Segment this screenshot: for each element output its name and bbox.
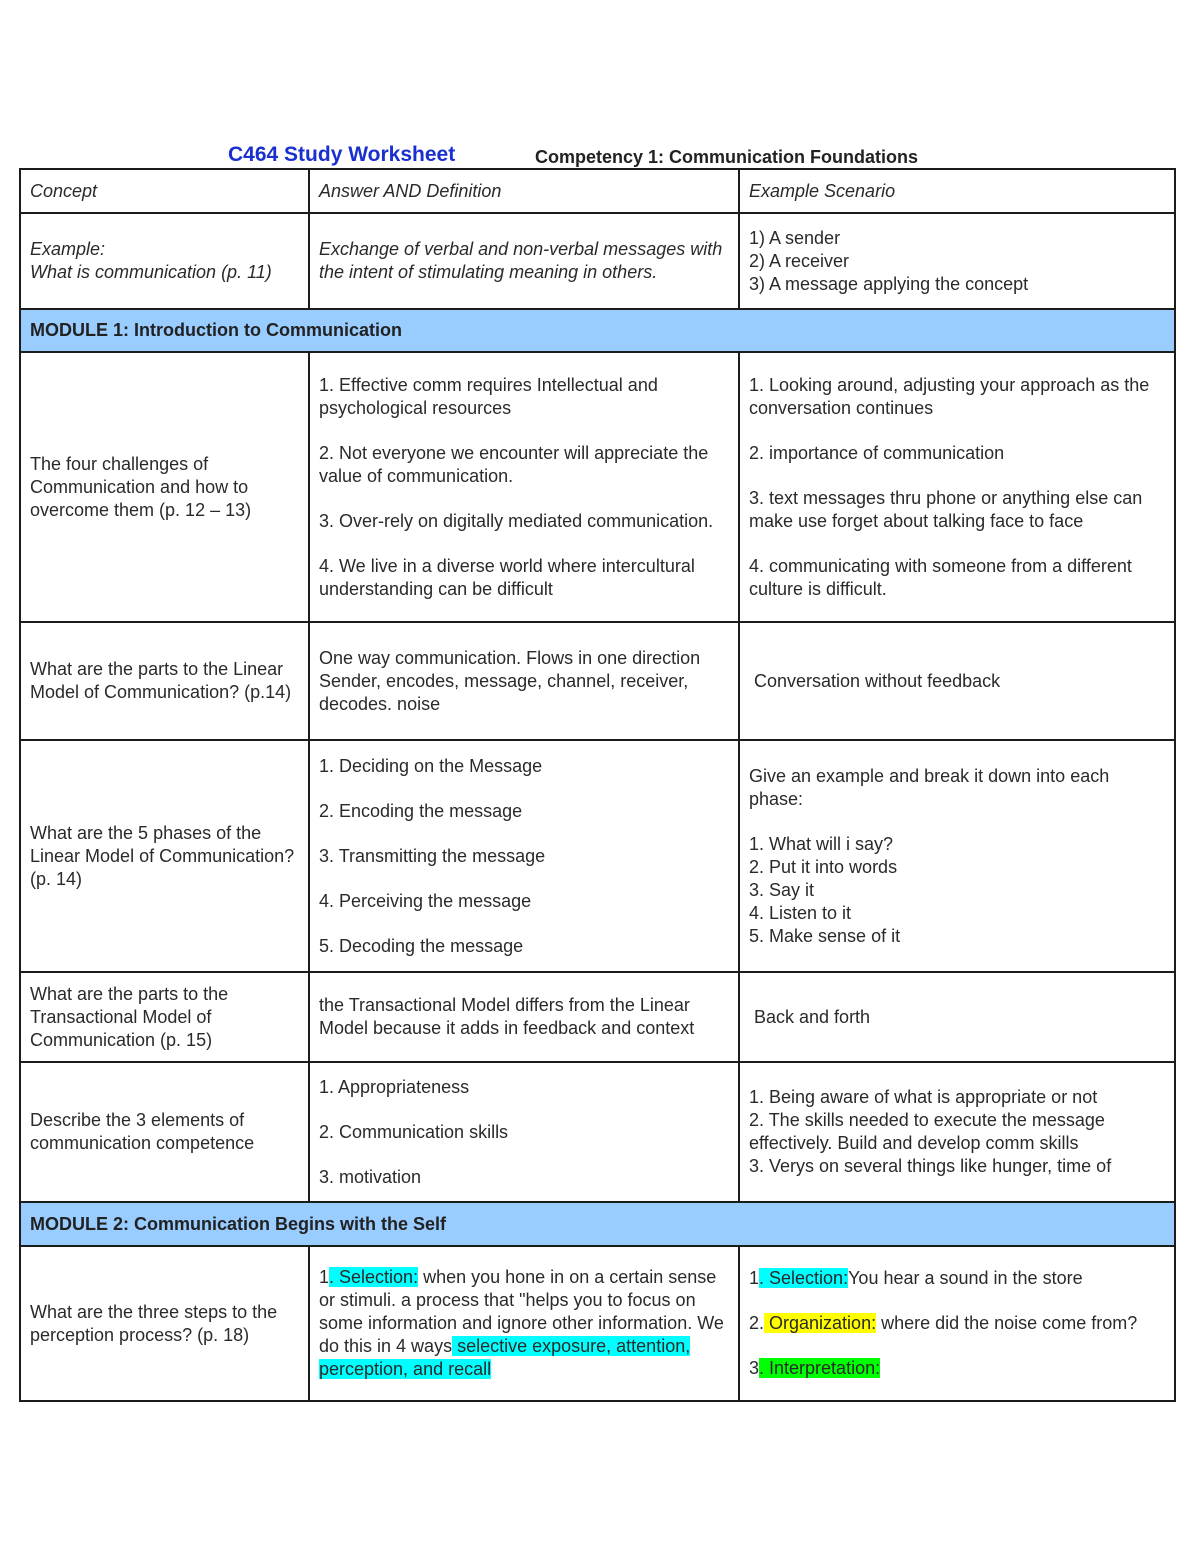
competence-answer-cell [309, 1062, 739, 1202]
step-num: 3 [749, 1358, 760, 1378]
challenges-row [20, 352, 1175, 622]
scenario-item: 3. Verys on several things like hunger, time of [749, 1156, 1112, 1176]
transactional-scenario: Back and forth [739, 972, 1175, 1062]
example-label: Example: [30, 239, 106, 259]
header-row [20, 169, 1175, 213]
header-concept: Concept [20, 169, 309, 213]
challenges-scenario-cell [739, 352, 1175, 622]
example-concept-cell [20, 213, 309, 309]
perception-answer-cell [309, 1246, 739, 1401]
competence-row [20, 1062, 1175, 1202]
answer-item: 3. motivation [319, 1166, 422, 1187]
competence-concept: Describe the 3 elements of communication competence [20, 1062, 309, 1202]
module-1-title: MODULE 1: Introduction to Communication [20, 309, 1175, 352]
step-text: where did the noise come from? [876, 1313, 1138, 1333]
scenario-item: 4. communicating with someone from a different culture is difficult. [749, 555, 1132, 599]
perception-concept: What are the three steps to the perception process? (p. 18) [20, 1246, 309, 1401]
answer-item: 3. Transmitting the message [319, 845, 546, 866]
organization-highlight: Organization: [764, 1313, 877, 1333]
answer-item: 2. Not everyone we encounter will appreciate the value of communication. [319, 442, 709, 486]
selection-highlight: . Selection: [329, 1267, 419, 1287]
perception-row [20, 1246, 1175, 1401]
document-header [0, 143, 1200, 169]
linear-phases-concept: What are the 5 phases of the Linear Model of Communication? (p. 14) [20, 740, 309, 972]
example-scenario-line: 1) A sender [749, 227, 841, 248]
transactional-answer: the Transactional Model differs from the Linear Model because it adds in feedback and context [309, 972, 739, 1062]
answer-item: 4. Perceiving the message [319, 890, 532, 911]
step-text: You hear a sound in the store [848, 1268, 1083, 1288]
linear-phases-row [20, 740, 1175, 972]
scenario-step-1 [749, 1267, 1165, 1290]
answer-item: 3. Over-rely on digitally mediated communication. [319, 510, 714, 531]
ways-highlight: selective exposure, attention, perception, and recall [319, 1336, 691, 1379]
interpretation-highlight: . Interpretation: [759, 1358, 881, 1378]
example-scenario-cell [739, 213, 1175, 309]
scenario-item: 1. Looking around, adjusting your approach as the conversation continues [749, 374, 1150, 418]
header-answer: Answer AND Definition [309, 169, 739, 213]
perception-scenario-cell [739, 1246, 1175, 1401]
competence-scenario-cell [739, 1062, 1175, 1202]
scenario-step-2 [749, 1312, 1165, 1335]
example-answer: Exchange of verbal and non-verbal messages with the intent of stimulating meaning in others. [309, 213, 739, 309]
linear-phases-answer-cell [309, 740, 739, 972]
example-scenario-line: 3) A message applying the concept [749, 273, 1029, 294]
answer-item: Sender, encodes, message, channel, receiver, decodes. noise [319, 670, 689, 714]
transactional-row [20, 972, 1175, 1062]
worksheet-title: C464 Study Worksheet [228, 143, 456, 166]
worksheet-table [19, 168, 1176, 1402]
linear-phases-scenario-cell [739, 740, 1175, 972]
answer-num: 1 [319, 1267, 330, 1287]
module-1-row [20, 309, 1175, 352]
answer-item: 1. Effective comm requires Intellectual and psychological resources [319, 374, 658, 418]
challenges-answer-cell [309, 352, 739, 622]
answer-item: 4. We live in a diverse world where intercultural understanding can be difficult [319, 555, 695, 599]
example-concept: What is communication (p. 11) [30, 262, 272, 282]
scenario-step-3 [749, 1357, 1165, 1380]
scenario-item: 2. Put it into words [749, 856, 898, 877]
answer-item: 2. Communication skills [319, 1121, 509, 1142]
answer-item: 1. Appropriateness [319, 1076, 470, 1097]
example-row [20, 213, 1175, 309]
scenario-item: 5. Make sense of it [749, 925, 901, 946]
linear-parts-scenario: Conversation without feedback [739, 622, 1175, 740]
linear-parts-answer-cell [309, 622, 739, 740]
selection-highlight: . Selection: [759, 1268, 849, 1288]
step-num: 1 [749, 1268, 760, 1288]
step-num: 2. [749, 1313, 765, 1333]
module-2-title: MODULE 2: Communication Begins with the Self [20, 1202, 1175, 1246]
answer-item: 5. Decoding the message [319, 935, 524, 956]
header-scenario: Example Scenario [739, 169, 1175, 213]
answer-item: 2. Encoding the message [319, 800, 523, 821]
scenario-item: 4. Listen to it [749, 902, 852, 923]
scenario-item: 1. What will i say? [749, 833, 894, 854]
answer-item: One way communication. Flows in one direction [319, 647, 701, 668]
answer-text: when you hone in on a certain sense or stimuli. a process that "helps you to focus on some information and ignore other information. We do this in 4 ways [319, 1267, 724, 1356]
linear-parts-row [20, 622, 1175, 740]
example-scenario-line: 2) A receiver [749, 250, 850, 271]
scenario-item: 3. Say it [749, 879, 815, 900]
challenges-concept: The four challenges of Communication and how to overcome them (p. 12 – 13) [20, 352, 309, 622]
linear-parts-concept: What are the parts to the Linear Model of Communication? (p.14) [20, 622, 309, 740]
competency-title: Competency 1: Communication Foundations [535, 147, 919, 167]
module-2-row [20, 1202, 1175, 1246]
answer-item: 1. Deciding on the Message [319, 755, 543, 776]
scenario-item: 1. Being aware of what is appropriate or not [749, 1087, 1098, 1107]
scenario-item: 2. importance of communication [749, 442, 1005, 463]
transactional-concept: What are the parts to the Transactional Model of Communication (p. 15) [20, 972, 309, 1062]
scenario-item: 2. The skills needed to execute the message effectively. Build and develop comm skills [749, 1110, 1105, 1153]
scenario-item: 3. text messages thru phone or anything else can make use forget about talking face to face [749, 487, 1143, 531]
scenario-intro: Give an example and break it down into each phase: [749, 765, 1110, 809]
